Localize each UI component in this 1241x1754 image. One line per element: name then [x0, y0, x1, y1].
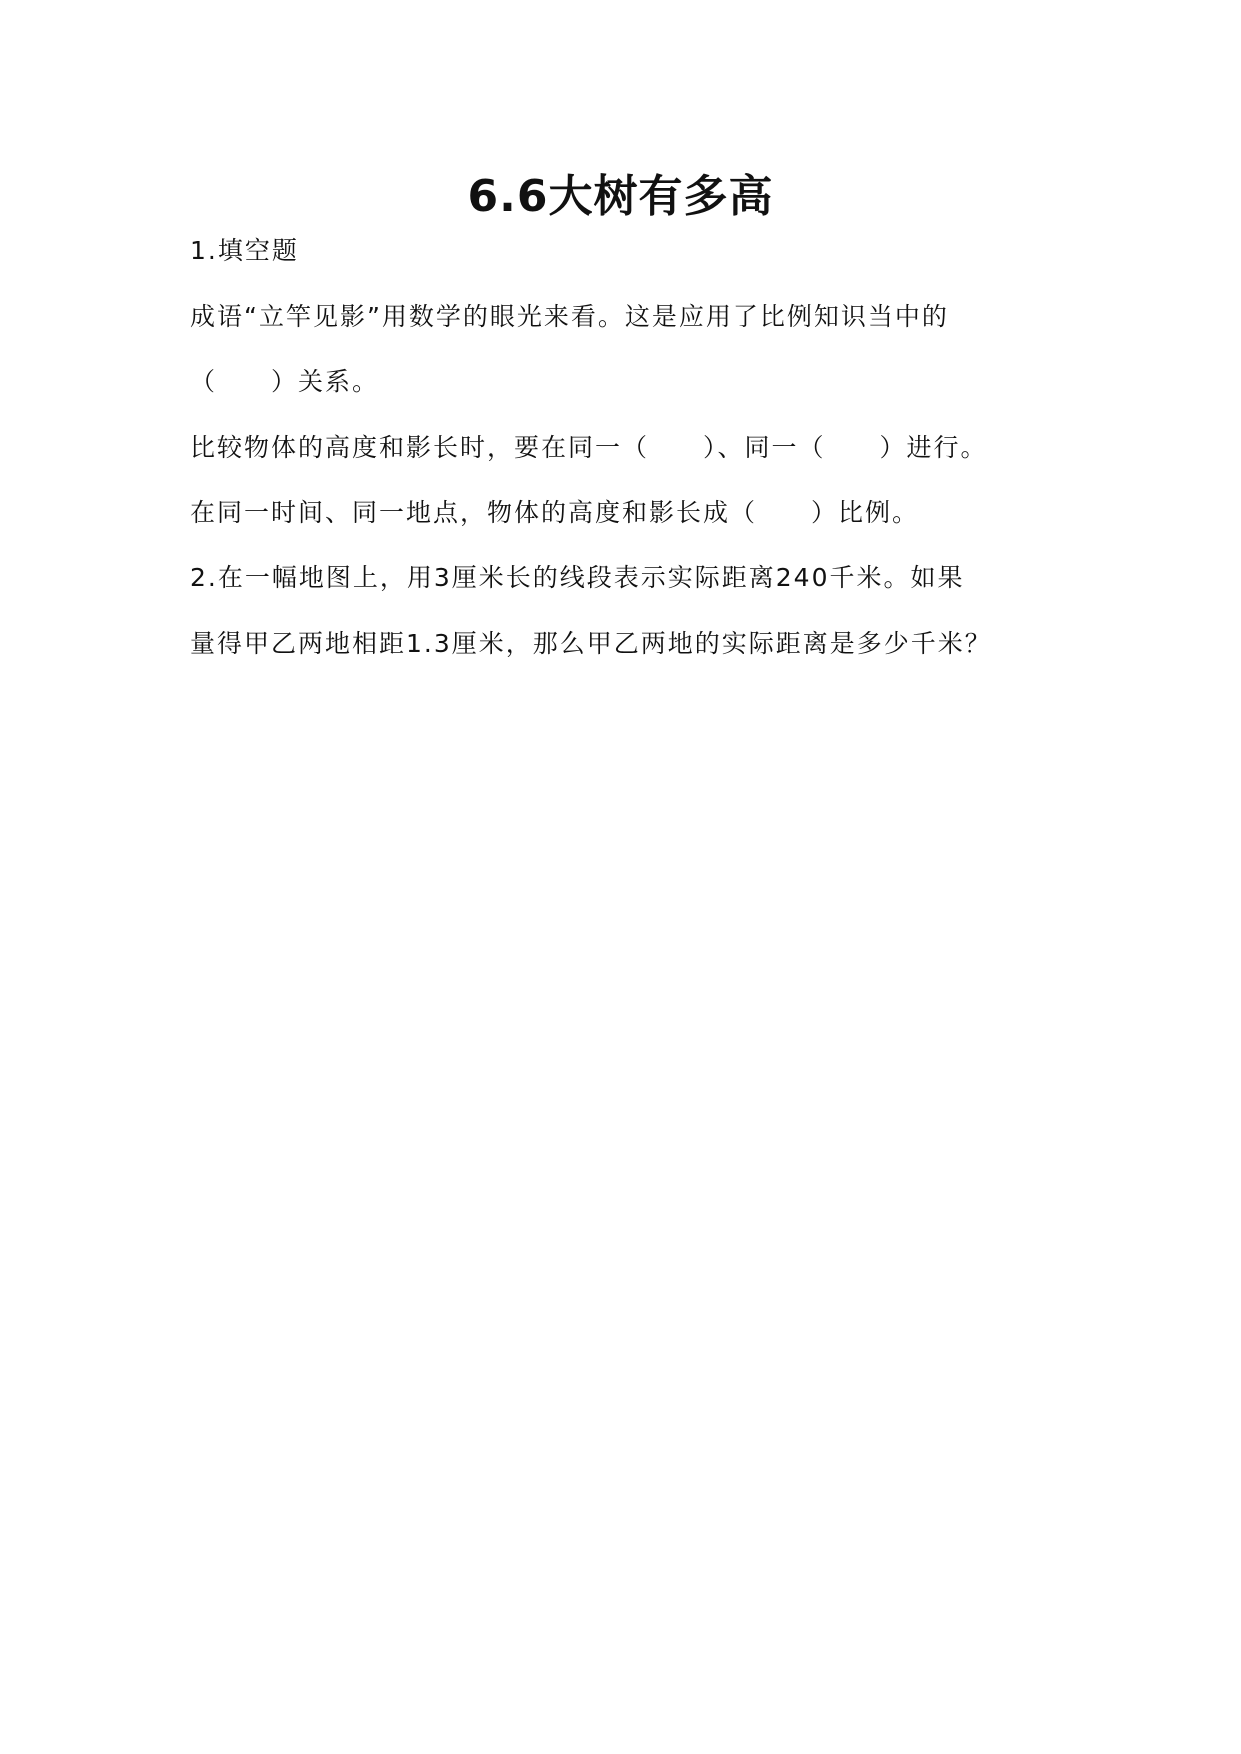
question-line-compare-shadow: 比较物体的高度和影长时，要在同一（ ）、同一（ ）进行。 [190, 433, 988, 462]
section-heading-fill-blank: 1.填空题 [190, 236, 299, 265]
question-line-map-scale: 2.在一幅地图上，用3厘米长的线段表示实际距离240千米。如果 [190, 563, 965, 592]
question-line-idiom-blank: （ ）关系。 [190, 367, 380, 396]
question-line-proportion: 在同一时间、同一地点，物体的高度和影长成（ ）比例。 [190, 498, 920, 527]
question-line-idiom: 成语“立竿见影”用数学的眼光来看。这是应用了比例知识当中的 [190, 302, 949, 331]
question-line-map-distance: 量得甲乙两地相距1.3厘米，那么甲乙两地的实际距离是多少千米？ [190, 629, 992, 658]
page-title: 6.6大树有多高 [467, 171, 774, 222]
